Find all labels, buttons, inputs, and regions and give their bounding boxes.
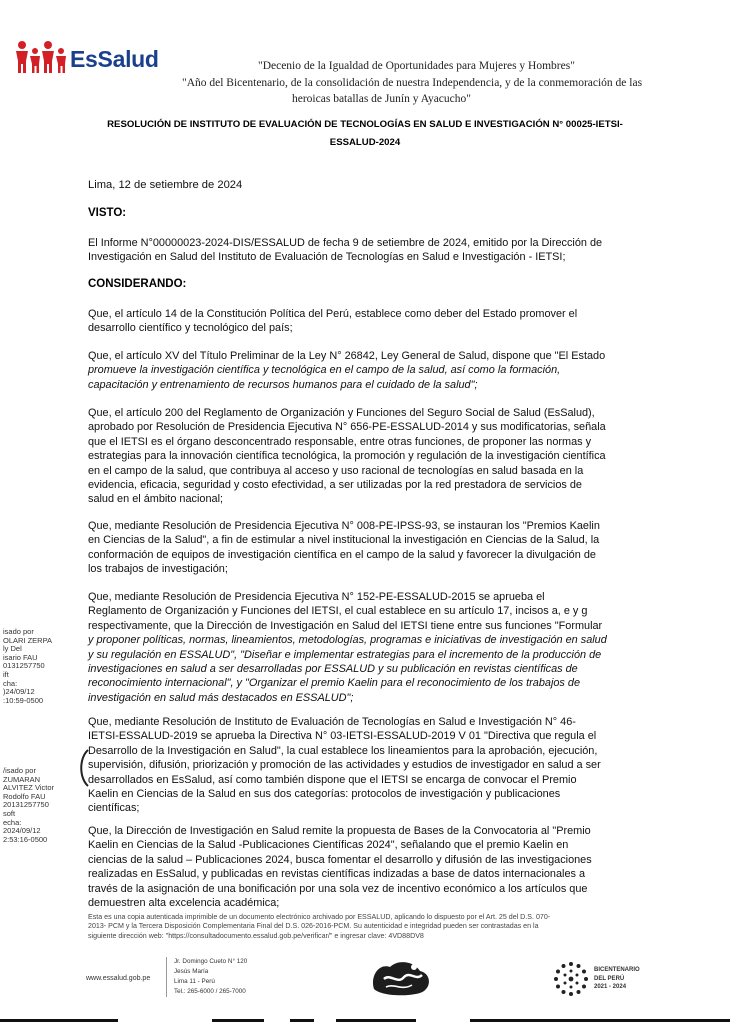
text-line: y su regulación en ESSALUD", "Diseñar e implementar estrategias para el incremento de la producción de xyxy=(88,648,602,661)
essalud-logo-figures-icon xyxy=(14,40,68,74)
stamp-line: cha: xyxy=(3,678,18,688)
text-line: en Ciencias de la Salud", a fin de estimular a nivel institucional la investigación en Ciencias de la Salud, la xyxy=(88,534,600,547)
address-line: Lima 11 - Perú xyxy=(174,978,215,985)
stamp-line: echa: xyxy=(3,817,22,827)
bicentenario-line: BICENTENARIO xyxy=(594,967,640,973)
footnote-line: 2013- PCM y la Tercera Disposición Complementaria Final del D.S. 026-2016-PCM. Su autenticidad e integridad pueden ser contrastadas en la xyxy=(88,922,539,931)
text-line: Desarrollo de la Investigación en Salud", la cual establece los lineamientos para la aprobación, ejecución, xyxy=(88,744,598,757)
anio-line-1: "Año del Bicentenario, de la consolidación de nuestra Independencia, y de la conmemoración de las xyxy=(182,77,643,89)
text-line: realizadas en EsSalud, y publicadas en revistas científicas indizadas a base de datos internacionales a xyxy=(88,868,586,881)
paragraph-2 xyxy=(88,349,666,392)
text-line: Investigación en Salud del Instituto de Evaluación de Tecnologías en Salud e Investigación - IETSI; xyxy=(88,251,566,264)
footnote-line: siguiente dirección web: "https://consultadocumento.essalud.gob.pe/verificar/" e ingresar clave: 4VD88DV8 xyxy=(88,931,424,940)
bicentenario-text xyxy=(594,966,640,992)
signature-stamp-1 xyxy=(3,628,52,705)
visto-heading: VISTO: xyxy=(88,207,127,219)
bicentenario-logo-icon xyxy=(552,960,590,998)
date-line: Lima, 12 de setiembre de 2024 xyxy=(88,179,243,191)
bottom-edge-mark xyxy=(212,1019,264,1022)
bicentenario-line: DEL PERÚ xyxy=(594,975,625,982)
text-line: que el IETSI es el órgano desconcentrado responsable, entre otras funciones, de proponer las normas y xyxy=(88,435,592,448)
paragraph-6 xyxy=(88,715,666,816)
text-line: través de la asignación de una bonificación por una sola vez de incentivo económico a los artículos que xyxy=(88,882,588,895)
paragraph-4 xyxy=(88,519,666,577)
footer-divider xyxy=(166,957,167,997)
bottom-edge-mark xyxy=(0,1019,118,1022)
decenio-line: "Decenio de la Igualdad de Oportunidades para Mujeres y Hombres" xyxy=(258,60,575,72)
visto-paragraph xyxy=(88,236,666,265)
stamp-line: ift xyxy=(3,669,9,679)
stamp-line: )24/09/12 xyxy=(3,687,35,697)
text-line: promueve la investigación científica y tecnológica en el campo de la salud, así como la formación, xyxy=(88,364,561,377)
resolution-title-line-2: ESSALUD-2024 xyxy=(329,137,401,148)
stamp-line: 2:53:16-0500 xyxy=(3,834,48,844)
peru-brand-logo-icon xyxy=(368,955,434,999)
footer-website[interactable]: www.essalud.gob.pe xyxy=(86,975,151,982)
stamp-line: isario FAU xyxy=(3,652,38,662)
resolution-title-line-1: RESOLUCIÓN DE INSTITUTO DE EVALUACIÓN DE TECNOLOGÍAS EN SALUD E INVESTIGACIÓN N° 00025-IETSI- xyxy=(107,119,623,130)
text-line: aprobado por Resolución de Presidencia Ejecutiva N° 656-PE-ESSALUD-2014 y sus modificatorias, señala xyxy=(88,421,606,434)
text-line: Que, mediante Resolución de Instituto de Evaluación de Tecnologías en Salud e Investigación N° 46- xyxy=(88,716,576,728)
text-line: desarrollo científico y tecnológico del país; xyxy=(88,322,293,335)
stamp-line: 20131257750 xyxy=(3,800,49,810)
text-line: conformación de equipos de investigación científica en el campo de la salud y favorecer la divulgación de xyxy=(88,548,596,561)
paragraph-5 xyxy=(88,590,666,705)
considerando-heading: CONSIDERANDO: xyxy=(88,278,187,290)
address-line: Jesús María xyxy=(174,968,209,975)
text-line: Que, el artículo 14 de la Constitución Política del Perú, establece como deber del Estado promover el xyxy=(88,308,578,320)
stamp-line: soft xyxy=(3,808,16,818)
signature-stamp-2 xyxy=(3,767,54,844)
text-line: científicas; xyxy=(88,802,140,815)
bottom-edge-mark xyxy=(470,1019,730,1022)
text-line: Que, la Dirección de Investigación en Salud remite la propuesta de Bases de la Convocatoria al "Premio xyxy=(88,825,591,837)
text-line: en el campo de la salud, que contribuya al acceso y uso racional de tecnologías en salud basada en la xyxy=(88,464,584,477)
stamp-line: 2024/09/12 xyxy=(3,826,41,836)
stamp-line: ZUMARAN xyxy=(3,774,41,784)
anio-line-2: heroicas batallas de Junín y Ayacucho" xyxy=(292,93,471,105)
handwritten-bracket-mark xyxy=(76,748,92,788)
footnote-line: Esta es una copia autenticada imprimible de un documento electrónico archivado por ESSALUD, aplicando lo dispuesto por el Art. 25 del D.S. 070- xyxy=(88,913,551,921)
stamp-line: isado por xyxy=(3,627,34,636)
paragraph-1 xyxy=(88,307,666,336)
bottom-edge-mark xyxy=(336,1019,416,1022)
text-line: salud en el ámbito nacional; xyxy=(88,493,224,506)
paragraph-7 xyxy=(88,824,666,910)
text-line: estrategias para la innovación científica tecnológica, la promoción y regulación de la investigación científica xyxy=(88,450,606,463)
essalud-logo-text: EsSalud xyxy=(70,46,159,72)
text-line: ciencias de la salud – Publicaciones 2024, busca fomentar el desarrollo y difusión de las investigaciones xyxy=(88,853,592,866)
text-line: evidencia, eficacia, seguridad y costo efectividad, a ser utilizadas por la red prestadora de servicios de xyxy=(88,479,582,492)
stamp-line: Rodolfo FAU xyxy=(3,791,46,801)
text-line: los trabajos de investigación; xyxy=(88,563,228,576)
address-line: Tel.: 265-6000 / 265-7000 xyxy=(174,988,246,995)
paragraph-3 xyxy=(88,406,666,507)
stamp-line: OLARI ZERPA xyxy=(3,635,53,645)
text-line: respectivamente, que la Dirección de Investigación en Salud del IETSI tiene entre sus funciones "Formular xyxy=(88,619,603,632)
text-line: investigación en salud más destacados en ESSALUD"; xyxy=(88,691,354,704)
bicentenario-line: 2021 - 2024 xyxy=(594,984,627,990)
text-line: Que, el artículo 200 del Reglamento de Organización y Funciones del Seguro Social de Salud (EsSalud), xyxy=(88,407,595,419)
bottom-edge-mark xyxy=(290,1019,314,1022)
text-line: Reglamento de Organización y Funciones del IETSI, el cual establece en su artículo 17, incisos a, e y g xyxy=(88,605,588,618)
text-line: capacitación y entrenamiento de recursos humanos para el cuidado de la salud"; xyxy=(88,378,478,391)
address-line: Jr. Domingo Cueto N° 120 xyxy=(174,958,248,965)
text-line: reconocimiento internacional", y "Organizar el premio Kaelin para el reconocimiento de los trabajos de xyxy=(88,677,581,690)
text-line: Que, mediante Resolución de Presidencia Ejecutiva N° 152-PE-ESSALUD-2015 se aprueba el xyxy=(88,591,545,603)
stamp-line: /isado por xyxy=(3,766,36,775)
text-line: supervisión, difusión, priorización y promoción de las actividades y estudios de investigador en salud a ser xyxy=(88,759,601,772)
text-line: desarrollados en EsSalud, así como también dispone que el IETSI se encarga de convocar el Premio xyxy=(88,773,577,786)
footer-address xyxy=(174,957,247,997)
stamp-line: 0131257750 xyxy=(3,661,45,671)
text-line: IETSI-ESSALUD-2019 se aprueba la Directiva N° 03-IETSI-ESSALUD-2019 V 01 "Directiva que regula el xyxy=(88,730,597,743)
text-line: Que, mediante Resolución de Presidencia Ejecutiva N° 008-PE-IPSS-93, se instauran los "Premios Kaelin xyxy=(88,520,600,532)
text-line: Kaelin en Ciencias de la Salud en sus dos categorías: protocolos de investigación y publicaciones xyxy=(88,788,561,801)
text-line: Kaelin en Ciencias de la Salud -Publicaciones Científicas 2024", señalando que el premio Kaelin en xyxy=(88,839,569,852)
stamp-line: ly Del xyxy=(3,644,22,654)
text-line: Que, el artículo XV del Título Preliminar de la Ley N° 26842, Ley General de Salud, dispone que "El Estado xyxy=(88,350,606,362)
text-line: demuestren alta excelencia académica; xyxy=(88,897,280,910)
text-line: El Informe N°00000023-2024-DIS/ESSALUD de fecha 9 de setiembre de 2024, emitido por la Dirección de xyxy=(88,237,603,249)
stamp-line: ALVITEZ Victor xyxy=(3,783,54,793)
authenticity-footnote xyxy=(88,913,550,941)
text-line: investigaciones en salud a ser desarrolladas por ESSALUD y su publicación en revistas científicas de xyxy=(88,663,578,676)
text-line: y proponer políticas, normas, lineamientos, metodologías, programas e iniciativas de investigación en salud xyxy=(88,634,607,647)
stamp-line: :10:59-0500 xyxy=(3,695,44,705)
